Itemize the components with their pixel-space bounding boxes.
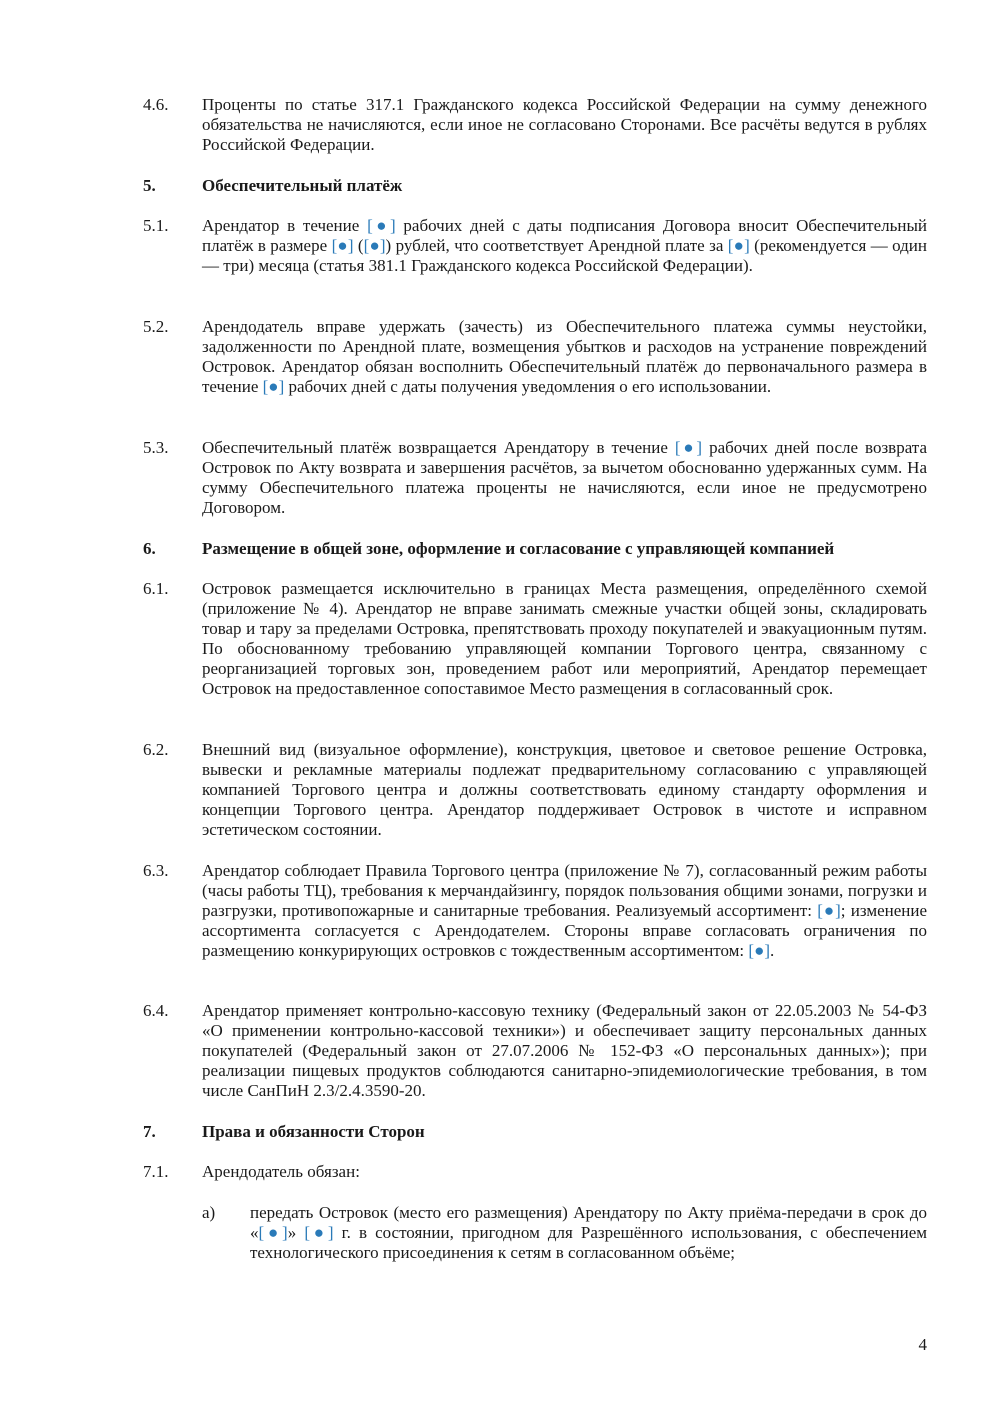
clause [143,216,927,276]
text-run: Арендатор в течение [202,216,368,235]
placeholder-field: [●] [363,236,386,256]
clause-text [202,438,927,518]
section-title [202,539,927,559]
section-number: 5. [143,176,156,195]
clause-number: 4.6. [143,95,169,114]
placeholder-field: [●] [674,438,703,457]
text-run: рабочих дней с даты подписания Договора вносит Обеспечительный платёж в размере [202,216,928,256]
clause-text [202,1162,927,1182]
text-run: рабочих дней с даты получения уведомления о его использовании. [284,377,772,397]
section-number: 7. [143,1122,156,1141]
placeholder-field: [●] [817,901,841,921]
clause-number: 6.4. [143,1001,169,1020]
placeholder-field: [●] [367,216,396,235]
placeholder-field: [●] [727,236,750,256]
clause-number: 5.3. [143,438,169,457]
text-run: Островок размещается исключительно в границах Места размещения, определённого схемой (приложение № 4). Арендатор не вправе занимать смежные участки общей зоны, складировать товар и тару за пределами Островка, препятствовать проходу покупателей и эвакуационным путям. По обоснованному требованию управляющей компании Торгового центра, связанному с реорганизацией торговых зон, проведением работ или мероприятий, Арендатор перемещает Островок на предоставленное сопоставимое Место размещения в согласованный срок. [202,579,927,699]
text-run: » [287,1223,305,1243]
clause-text [202,95,927,155]
text-run: Арендодатель вправе удержать (зачесть) из Обеспечительного платежа суммы неустойки, задолженности по Арендной плате, возмещения убытков и расходов на устранение повреждений Островок. Арендатор обязан восполнить Обеспечительный платёж до первоначального размера в течение [202,317,927,397]
clause-number: 7.1. [143,1162,169,1181]
section-title [202,176,927,196]
clause-number: 6.2. [143,740,169,759]
clause-text [202,579,927,700]
text-run: Проценты по статье 317.1 Гражданского кодекса Российской Федерации на сумму денежного обязательства не начисляются, если иное не согласовано Сторонами. Все расчёты ведутся в рублях Российской Федерации. [202,95,927,155]
text-run: Арендатор применяет контрольно-кассовую технику (Федеральный закон от 22.05.2003 № 54-ФЗ «О применении контрольно-кассовой техники») и обеспечивает защиту персональных данных покупателей (Федеральный закон от 27.07.2006 № 152-ФЗ «О персональных данных»); при реализации пищевых продуктов соблюдаются санитарно-эпидемиологические требования, в том числе СанПиН 2.3/2.4.3590-20. [202,1001,927,1101]
text-run: Арендатор соблюдает Правила Торгового центра (приложение № 7), согласованный режим работы (часы работы ТЦ), требования к мерчандайзингу, порядок пользования общими зонами, погрузки и разгрузки, противопожарные и санитарные требования. Реализуемый ассортимент: [202,861,927,921]
text-run: Обеспечительный платёж возвращается Арендатору в течение [202,438,675,457]
placeholder-field: [●] [258,1223,288,1243]
section-title [202,1122,927,1142]
subclause [202,1203,927,1263]
placeholder-field: [●] [304,1223,334,1243]
clause [143,1162,927,1182]
clause [143,740,927,840]
text-run: Обеспечительный платёж [202,176,403,195]
clause [143,861,927,961]
clause-text [202,740,927,840]
clause [143,95,927,155]
clause-number: 5.1. [143,216,169,235]
text-run: передать Островок (место его размещения) Арендатору по Акту приёма-передачи в срок до « [250,1203,927,1243]
clause-number: 6.3. [143,861,169,880]
placeholder-field: [●] [748,941,770,961]
clause [143,317,927,397]
clause-text [202,317,927,397]
text-run: (рекомендуется — один — три) месяца (статья 381.1 Гражданского кодекса Российской Федерации). [202,236,928,276]
clause-number: 6.1. [143,579,169,598]
clause-text [202,861,927,961]
placeholder-field: [●] [262,377,285,397]
clause [143,438,927,518]
page-number: 4 [918,1335,927,1354]
clause-text [202,1001,927,1101]
text-run: Права и обязанности Сторон [202,1122,425,1141]
clause [143,1001,927,1101]
clause-text [250,1203,927,1263]
text-run: Арендодатель обязан: [202,1162,360,1181]
placeholder-field: [●] [331,236,354,256]
section-heading [143,176,927,196]
clause [143,579,927,700]
section-heading [143,1122,927,1142]
section-number: 6. [143,539,156,558]
section-heading [143,539,927,559]
clause-number: 5.2. [143,317,169,336]
text-run: ) рублей, что соответствует Арендной плате за [385,236,728,256]
text-run: рабочих дней после возврата Островок по Акту возврата и завершения расчётов, за вычетом обоснованно удержанных сумм. На сумму Обеспечительного платежа проценты не начисляются, если иное не предусмотрено Договором. [202,438,927,518]
text-run: ( [353,236,364,256]
text-run: . [770,941,775,961]
text-run: г. в состоянии, пригодном для Разрешённого использования, с обеспечением технологического присоединения к сетям в согласованном объёме; [250,1223,928,1263]
clause-number: а) [202,1203,216,1222]
clause-text [202,216,927,276]
text-run: Размещение в общей зоне, оформление и согласование с управляющей компанией [202,539,835,558]
text-run: ; изменение ассортимента согласуется с Арендодателем. Стороны вправе согласовать ограничения по размещению конкурирующих островков с тождественным ассортиментом: [202,901,928,961]
text-run: Внешний вид (визуальное оформление), конструкция, цветовое и световое решение Островка, вывески и рекламные материалы подлежат предварительному согласованию с управляющей компанией Торгового центра и должны соответствовать единому стандарту оформления и концепции Торгового центра. Арендатор поддерживает Островок в чистоте и исправном эстетическом состоянии. [202,740,927,840]
